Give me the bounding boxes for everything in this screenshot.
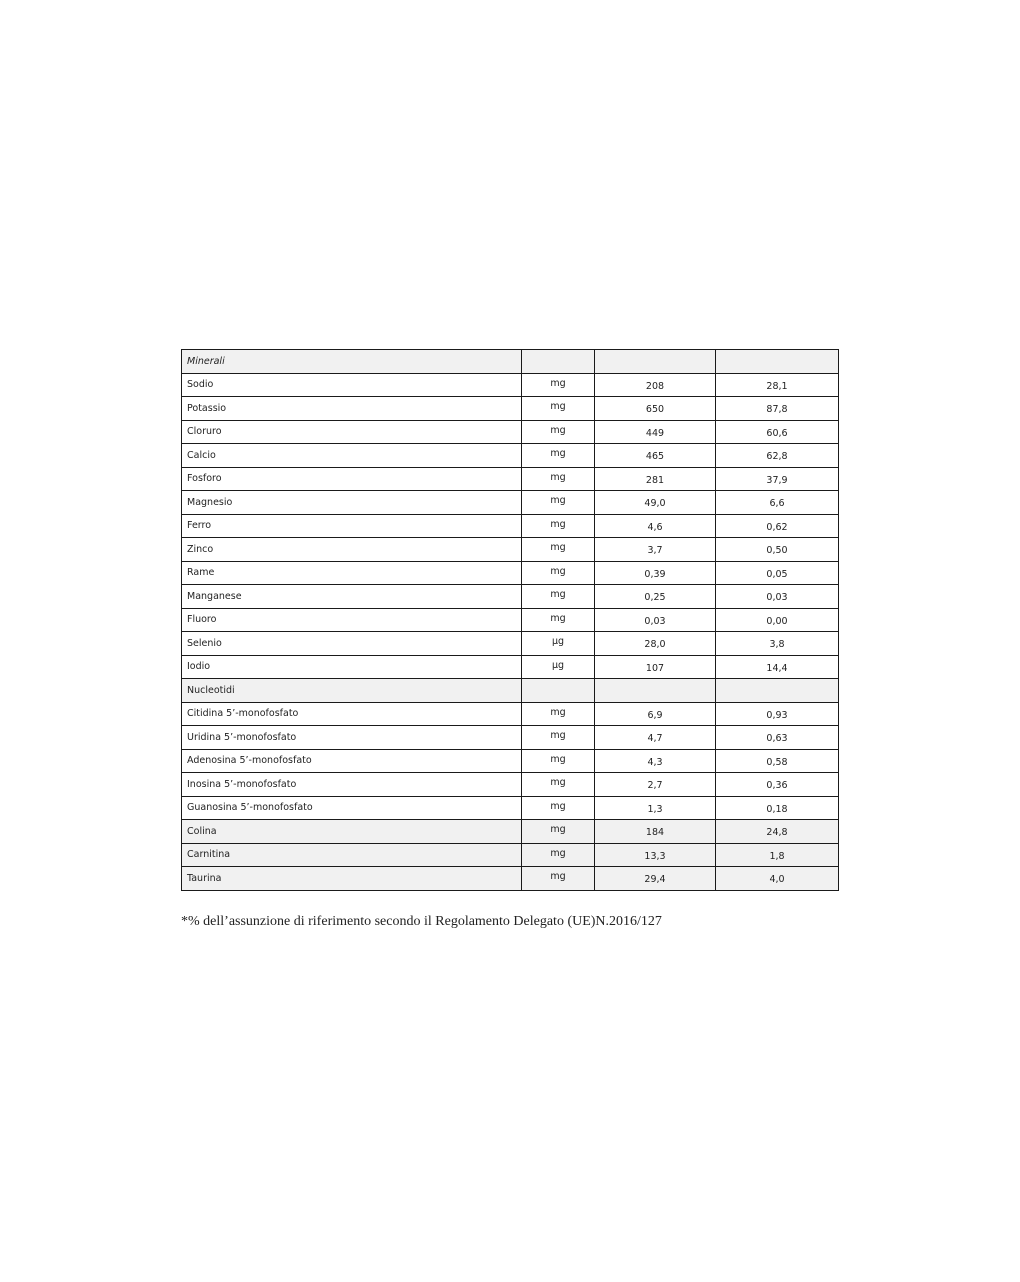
table-row [182,820,839,844]
nutrient-value: 1,3 [595,796,716,820]
empty-cell [595,350,716,374]
nutrient-name: Guanosina 5’-monofosfato [182,796,522,820]
nutrient-reference-percent: 24,8 [716,820,839,844]
nutrient-value: 0,25 [595,585,716,609]
nutrient-unit: mg [522,397,595,421]
empty-cell [595,679,716,703]
nutrient-value: 4,3 [595,749,716,773]
empty-cell [522,350,595,374]
nutrient-value: 6,9 [595,702,716,726]
nutrient-unit: mg [522,373,595,397]
nutrient-reference-percent: 37,9 [716,467,839,491]
nutrient-unit: mg [522,538,595,562]
nutrient-unit: mg [522,843,595,867]
nutrient-value: 0,39 [595,561,716,585]
nutrient-name: Potassio [182,397,522,421]
table-row [182,702,839,726]
nutrient-name: Carnitina [182,843,522,867]
nutrient-reference-percent: 0,62 [716,514,839,538]
nutrient-unit: mg [522,726,595,750]
table-row [182,749,839,773]
nutrient-name: Fluoro [182,608,522,632]
nutrient-unit: mg [522,702,595,726]
footnote: *% dell’assunzione di riferimento secondo il Regolamento Delegato (UE)N.2016/127 [181,914,662,929]
nutrient-value: 208 [595,373,716,397]
nutrient-unit: mg [522,561,595,585]
nutrient-name: Magnesio [182,491,522,515]
table-row [182,655,839,679]
nutrient-unit: µg [522,655,595,679]
nutrient-value: 49,0 [595,491,716,515]
nutrient-name: Calcio [182,444,522,468]
table-row [182,773,839,797]
nutrient-value: 4,7 [595,726,716,750]
nutrient-value: 2,7 [595,773,716,797]
table-row [182,491,839,515]
table-row [182,585,839,609]
nutrient-reference-percent: 0,50 [716,538,839,562]
table-row [182,444,839,468]
nutrient-reference-percent: 28,1 [716,373,839,397]
nutrient-value: 449 [595,420,716,444]
nutrient-unit: mg [522,867,595,891]
nutrient-value: 650 [595,397,716,421]
table-row [182,796,839,820]
section-title: Minerali [182,350,522,374]
nutrient-name: Iodio [182,655,522,679]
table-row [182,561,839,585]
nutrition-table [181,349,839,891]
nutrient-reference-percent: 4,0 [716,867,839,891]
nutrient-name: Adenosina 5’-monofosfato [182,749,522,773]
nutrient-name: Colina [182,820,522,844]
nutrient-unit: mg [522,420,595,444]
nutrient-name: Sodio [182,373,522,397]
nutrient-unit: mg [522,514,595,538]
nutrient-reference-percent: 0,18 [716,796,839,820]
nutrient-name: Inosina 5’-monofosfato [182,773,522,797]
table-row [182,608,839,632]
nutrient-unit: mg [522,796,595,820]
nutrient-name: Uridina 5’-monofosfato [182,726,522,750]
table-row [182,726,839,750]
nutrient-value: 107 [595,655,716,679]
nutrient-value: 184 [595,820,716,844]
nutrient-reference-percent: 0,58 [716,749,839,773]
nutrient-reference-percent: 0,00 [716,608,839,632]
nutrient-unit: mg [522,491,595,515]
nutrient-name: Taurina [182,867,522,891]
nutrient-unit: mg [522,608,595,632]
section-title: Nucleotidi [182,679,522,703]
nutrient-value: 4,6 [595,514,716,538]
nutrient-reference-percent: 0,36 [716,773,839,797]
nutrient-reference-percent: 0,03 [716,585,839,609]
nutrient-reference-percent: 62,8 [716,444,839,468]
nutrient-unit: mg [522,820,595,844]
nutrient-name: Selenio [182,632,522,656]
nutrient-name: Manganese [182,585,522,609]
table-row [182,467,839,491]
table-row [182,843,839,867]
section-header-row [182,679,839,703]
section-header-row [182,350,839,374]
nutrient-value: 465 [595,444,716,468]
nutrient-value: 281 [595,467,716,491]
nutrient-reference-percent: 1,8 [716,843,839,867]
table-row [182,420,839,444]
nutrient-reference-percent: 0,93 [716,702,839,726]
table-row [182,867,839,891]
table-row [182,397,839,421]
table-row [182,514,839,538]
nutrient-reference-percent: 6,6 [716,491,839,515]
nutrient-value: 29,4 [595,867,716,891]
empty-cell [716,350,839,374]
nutrient-value: 3,7 [595,538,716,562]
nutrient-value: 0,03 [595,608,716,632]
nutrient-value: 28,0 [595,632,716,656]
nutrient-name: Rame [182,561,522,585]
empty-cell [522,679,595,703]
nutrient-unit: mg [522,773,595,797]
nutrient-name: Fosforo [182,467,522,491]
table-row [182,632,839,656]
nutrient-value: 13,3 [595,843,716,867]
nutrition-table-container [181,349,838,891]
nutrient-unit: mg [522,444,595,468]
nutrient-reference-percent: 87,8 [716,397,839,421]
nutrient-name: Citidina 5’-monofosfato [182,702,522,726]
nutrient-unit: mg [522,749,595,773]
nutrient-name: Ferro [182,514,522,538]
nutrient-reference-percent: 14,4 [716,655,839,679]
table-row [182,538,839,562]
empty-cell [716,679,839,703]
nutrient-unit: mg [522,585,595,609]
nutrient-reference-percent: 0,63 [716,726,839,750]
nutrient-name: Cloruro [182,420,522,444]
nutrient-name: Zinco [182,538,522,562]
nutrient-unit: µg [522,632,595,656]
nutrient-unit: mg [522,467,595,491]
nutrient-reference-percent: 3,8 [716,632,839,656]
nutrient-reference-percent: 60,6 [716,420,839,444]
table-row [182,373,839,397]
nutrient-reference-percent: 0,05 [716,561,839,585]
